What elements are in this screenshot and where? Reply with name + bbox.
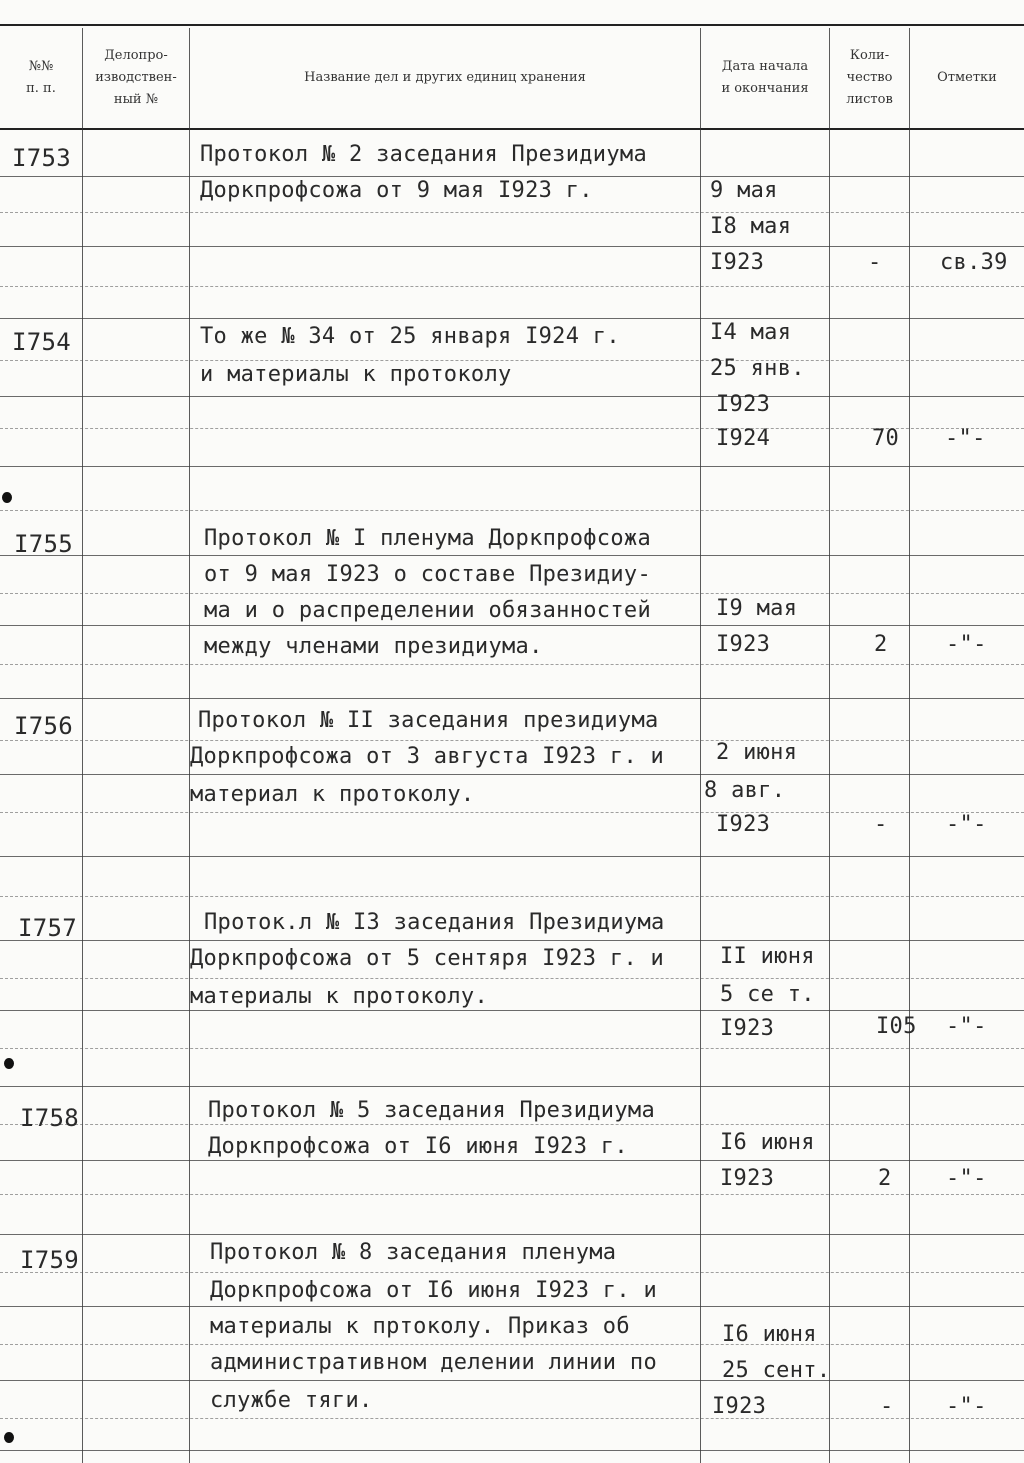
record-date-line: I923 xyxy=(712,1394,767,1419)
row-rule xyxy=(0,856,1024,857)
header-office-number: Делопро- изводствен- ный № xyxy=(95,47,177,108)
row-rule xyxy=(0,176,1024,177)
record-title-line: материалы к протоколу. xyxy=(190,984,488,1009)
header-notes: Отметки xyxy=(937,69,997,85)
row-rule xyxy=(0,396,1024,397)
column-divider xyxy=(909,28,910,1463)
record-title-line: Протокол № 2 заседания Президиума xyxy=(200,142,647,167)
record-number: I758 xyxy=(20,1104,79,1132)
record-number: I753 xyxy=(12,144,71,172)
row-rule xyxy=(0,286,1024,288)
header-dates: Дата начала и окончания xyxy=(721,58,809,96)
record-title-line: Доркпрофсожа от I6 июня I923 г. и xyxy=(210,1278,657,1303)
row-rule xyxy=(0,1306,1024,1307)
record-title-line: службе тяги. xyxy=(210,1388,373,1413)
header-title: Название дел и других единиц хранения xyxy=(304,69,586,85)
record-title-line: Доркпрофсожа от I6 июня I923 г. xyxy=(208,1134,628,1159)
record-notes: -"- xyxy=(946,1166,987,1191)
record-date-line: I4 мая xyxy=(710,320,792,345)
record-number: I757 xyxy=(18,914,77,942)
record-notes: -"- xyxy=(946,1014,987,1039)
record-date-line: I923 xyxy=(716,632,771,657)
record-title-line: Протокол № 5 заседания Президиума xyxy=(208,1098,655,1123)
record-date-line: I924 xyxy=(716,426,771,451)
record-title-line: Доркпрофсожа от 3 августа I923 г. и xyxy=(190,744,665,769)
top-border xyxy=(0,24,1024,26)
row-rule xyxy=(0,593,1024,595)
row-rule xyxy=(0,212,1024,214)
record-title-line: То же № 34 от 25 января I924 г. xyxy=(200,324,620,349)
record-title-line: материал к протоколу. xyxy=(190,782,475,807)
binding-hole-mark xyxy=(2,492,12,503)
row-rule xyxy=(0,428,1024,430)
record-title-line: Доркпрофсожа от 5 сентяря I923 г. и xyxy=(190,946,665,971)
column-divider xyxy=(700,28,701,1463)
row-rule xyxy=(0,1344,1024,1346)
record-date-line: 25 янв. xyxy=(710,356,805,381)
row-rule xyxy=(0,555,1024,556)
row-rule xyxy=(0,774,1024,775)
record-title-line: и материалы к протоколу xyxy=(200,362,512,387)
binding-hole-mark xyxy=(4,1432,14,1443)
record-notes: св.39 xyxy=(940,250,1008,275)
row-rule xyxy=(0,664,1024,666)
row-rule xyxy=(0,896,1024,898)
record-date-line: I923 xyxy=(720,1166,775,1191)
row-rule xyxy=(0,625,1024,626)
record-title-line: Протокол № II заседания президиума xyxy=(198,708,659,733)
record-sheets: I05 xyxy=(876,1014,917,1039)
record-date-line: II июня xyxy=(720,944,815,969)
row-rule xyxy=(0,466,1024,467)
record-date-line: 8 авг. xyxy=(704,778,786,803)
record-title-line: административном делении линии по xyxy=(210,1350,657,1375)
row-rule xyxy=(0,698,1024,699)
record-title-line: Доркпрофсожа от 9 мая I923 г. xyxy=(200,178,593,203)
record-sheets: 2 xyxy=(878,1166,892,1191)
record-date-line: I6 июня xyxy=(722,1322,817,1347)
record-date-line: 5 се т. xyxy=(720,982,815,1007)
record-date-line: I6 июня xyxy=(720,1130,815,1155)
row-rule xyxy=(0,1272,1024,1274)
record-title-line: материалы к пртоколу. Приказ об xyxy=(210,1314,630,1339)
record-sheets: - xyxy=(868,250,882,275)
record-number: I759 xyxy=(20,1246,79,1274)
record-title-line: ма и о распределении обязанностей xyxy=(204,598,651,623)
column-divider xyxy=(829,28,830,1463)
record-date-line: 25 сент. xyxy=(722,1358,831,1383)
row-rule xyxy=(0,812,1024,814)
record-number: I755 xyxy=(14,530,73,558)
row-rule xyxy=(0,1450,1024,1451)
record-title-line: Проток.л № I3 заседания Президиума xyxy=(204,910,665,935)
row-rule xyxy=(0,1380,1024,1381)
record-sheets: 70 xyxy=(872,426,900,451)
header-bottom-border xyxy=(0,128,1024,130)
record-date-line: I923 xyxy=(716,392,771,417)
header-sheets: Коли- чество листов xyxy=(846,47,893,108)
row-rule xyxy=(0,1010,1024,1011)
record-sheets: - xyxy=(874,812,888,837)
header-number: №№ п. п. xyxy=(26,58,56,96)
column-divider xyxy=(82,28,83,1463)
row-rule xyxy=(0,318,1024,319)
row-rule xyxy=(0,360,1024,362)
record-sheets: - xyxy=(880,1394,894,1419)
record-date-line: I923 xyxy=(710,250,765,275)
record-number: I756 xyxy=(14,712,73,740)
record-notes: -"- xyxy=(946,1394,987,1419)
record-date-line: I923 xyxy=(716,812,771,837)
record-date-line: I9 мая xyxy=(716,596,798,621)
record-notes: -"- xyxy=(946,812,987,837)
row-rule xyxy=(0,1048,1024,1050)
record-notes: -"- xyxy=(946,632,987,657)
row-rule xyxy=(0,1160,1024,1161)
row-rule xyxy=(0,740,1024,742)
row-rule xyxy=(0,1086,1024,1087)
row-rule xyxy=(0,978,1024,980)
record-title-line: Протокол № 8 заседания пленума xyxy=(210,1240,617,1265)
record-date-line: 2 июня xyxy=(716,740,798,765)
record-date-line: I8 мая xyxy=(710,214,792,239)
binding-hole-mark xyxy=(4,1058,14,1069)
record-number: I754 xyxy=(12,328,71,356)
record-title-line: Протокол № I пленума Доркпрофсожа xyxy=(204,526,651,551)
row-rule xyxy=(0,510,1024,512)
row-rule xyxy=(0,1124,1024,1126)
record-date-line: 9 мая xyxy=(710,178,778,203)
record-notes: -"- xyxy=(945,426,986,451)
row-rule xyxy=(0,1194,1024,1196)
record-date-line: I923 xyxy=(720,1016,775,1041)
record-title-line: от 9 мая I923 о составе Президиу- xyxy=(204,562,651,587)
row-rule xyxy=(0,1418,1024,1420)
row-rule xyxy=(0,246,1024,247)
row-rule xyxy=(0,1234,1024,1235)
record-title-line: между членами президиума. xyxy=(204,634,543,659)
row-rule xyxy=(0,940,1024,941)
record-sheets: 2 xyxy=(874,632,888,657)
